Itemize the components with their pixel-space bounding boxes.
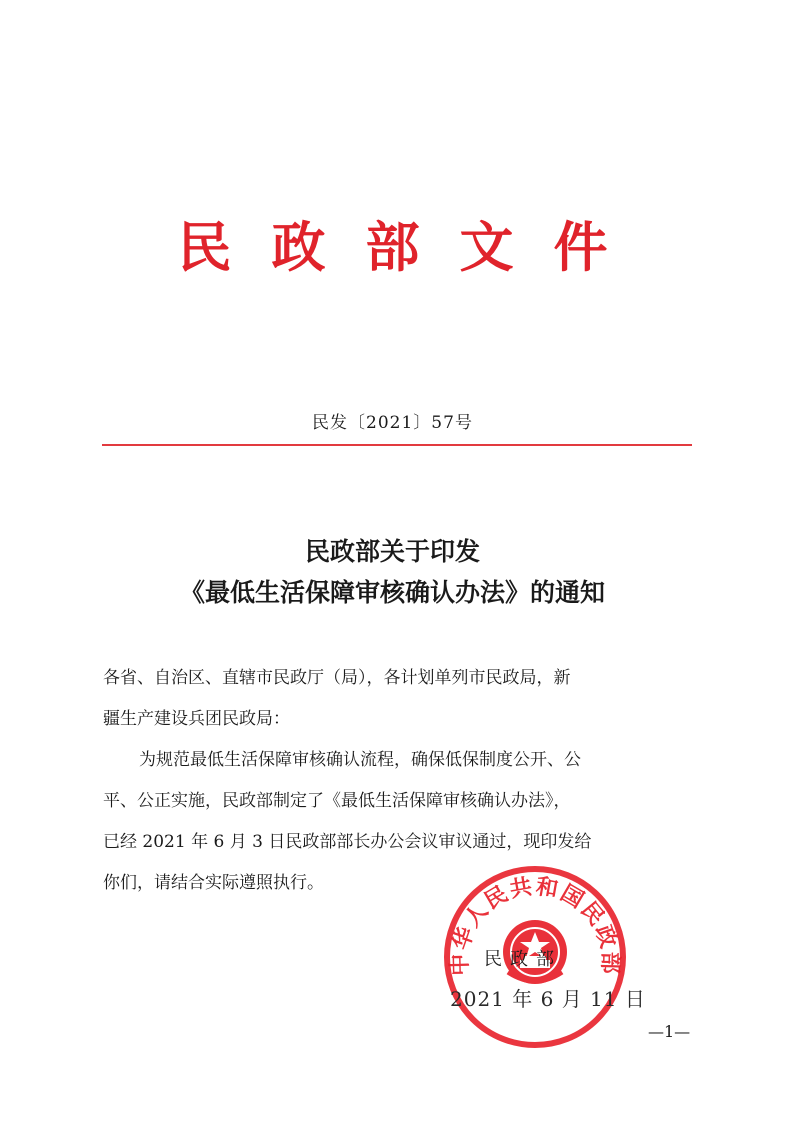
document-title-line-1: 民政部关于印发 (304, 537, 480, 566)
signing-date: 2021 年 6 月 11 日 (450, 987, 646, 1011)
page-number: —1— (648, 1022, 691, 1041)
paragraph-line-1: 为规范最低生活保障审核确认流程，确保低保制度公开、公 (139, 750, 581, 770)
svg-text:中华人民共和国民政部: 中华人民共和国民政部 (447, 874, 623, 977)
signer-name: 民政部 (484, 949, 562, 970)
red-divider-line (102, 444, 692, 446)
paragraph-line-3: 已经 2021 年 6 月 3 日民政部部长办公会议审议通过，现印发给 (103, 832, 592, 852)
paragraph-line-2: 平、公正实施，民政部制定了《最低生活保障审核确认办法》， (103, 791, 571, 811)
document-number: 民发〔2021〕57号 (312, 413, 473, 433)
paragraph-line-4: 你们，请结合实际遵照执行。 (103, 873, 324, 893)
document-masthead: 民政部文件 (177, 215, 648, 279)
addressee-block (103, 658, 693, 740)
document-title-line-2: 《最低生活保障审核确认办法》的通知 (179, 578, 605, 607)
addressee-line-1: 各省、自治区、直辖市民政厅（局），各计划单列市民政局，新 (103, 668, 571, 688)
addressee-line-2: 疆生产建设兵团民政局： (103, 709, 290, 729)
